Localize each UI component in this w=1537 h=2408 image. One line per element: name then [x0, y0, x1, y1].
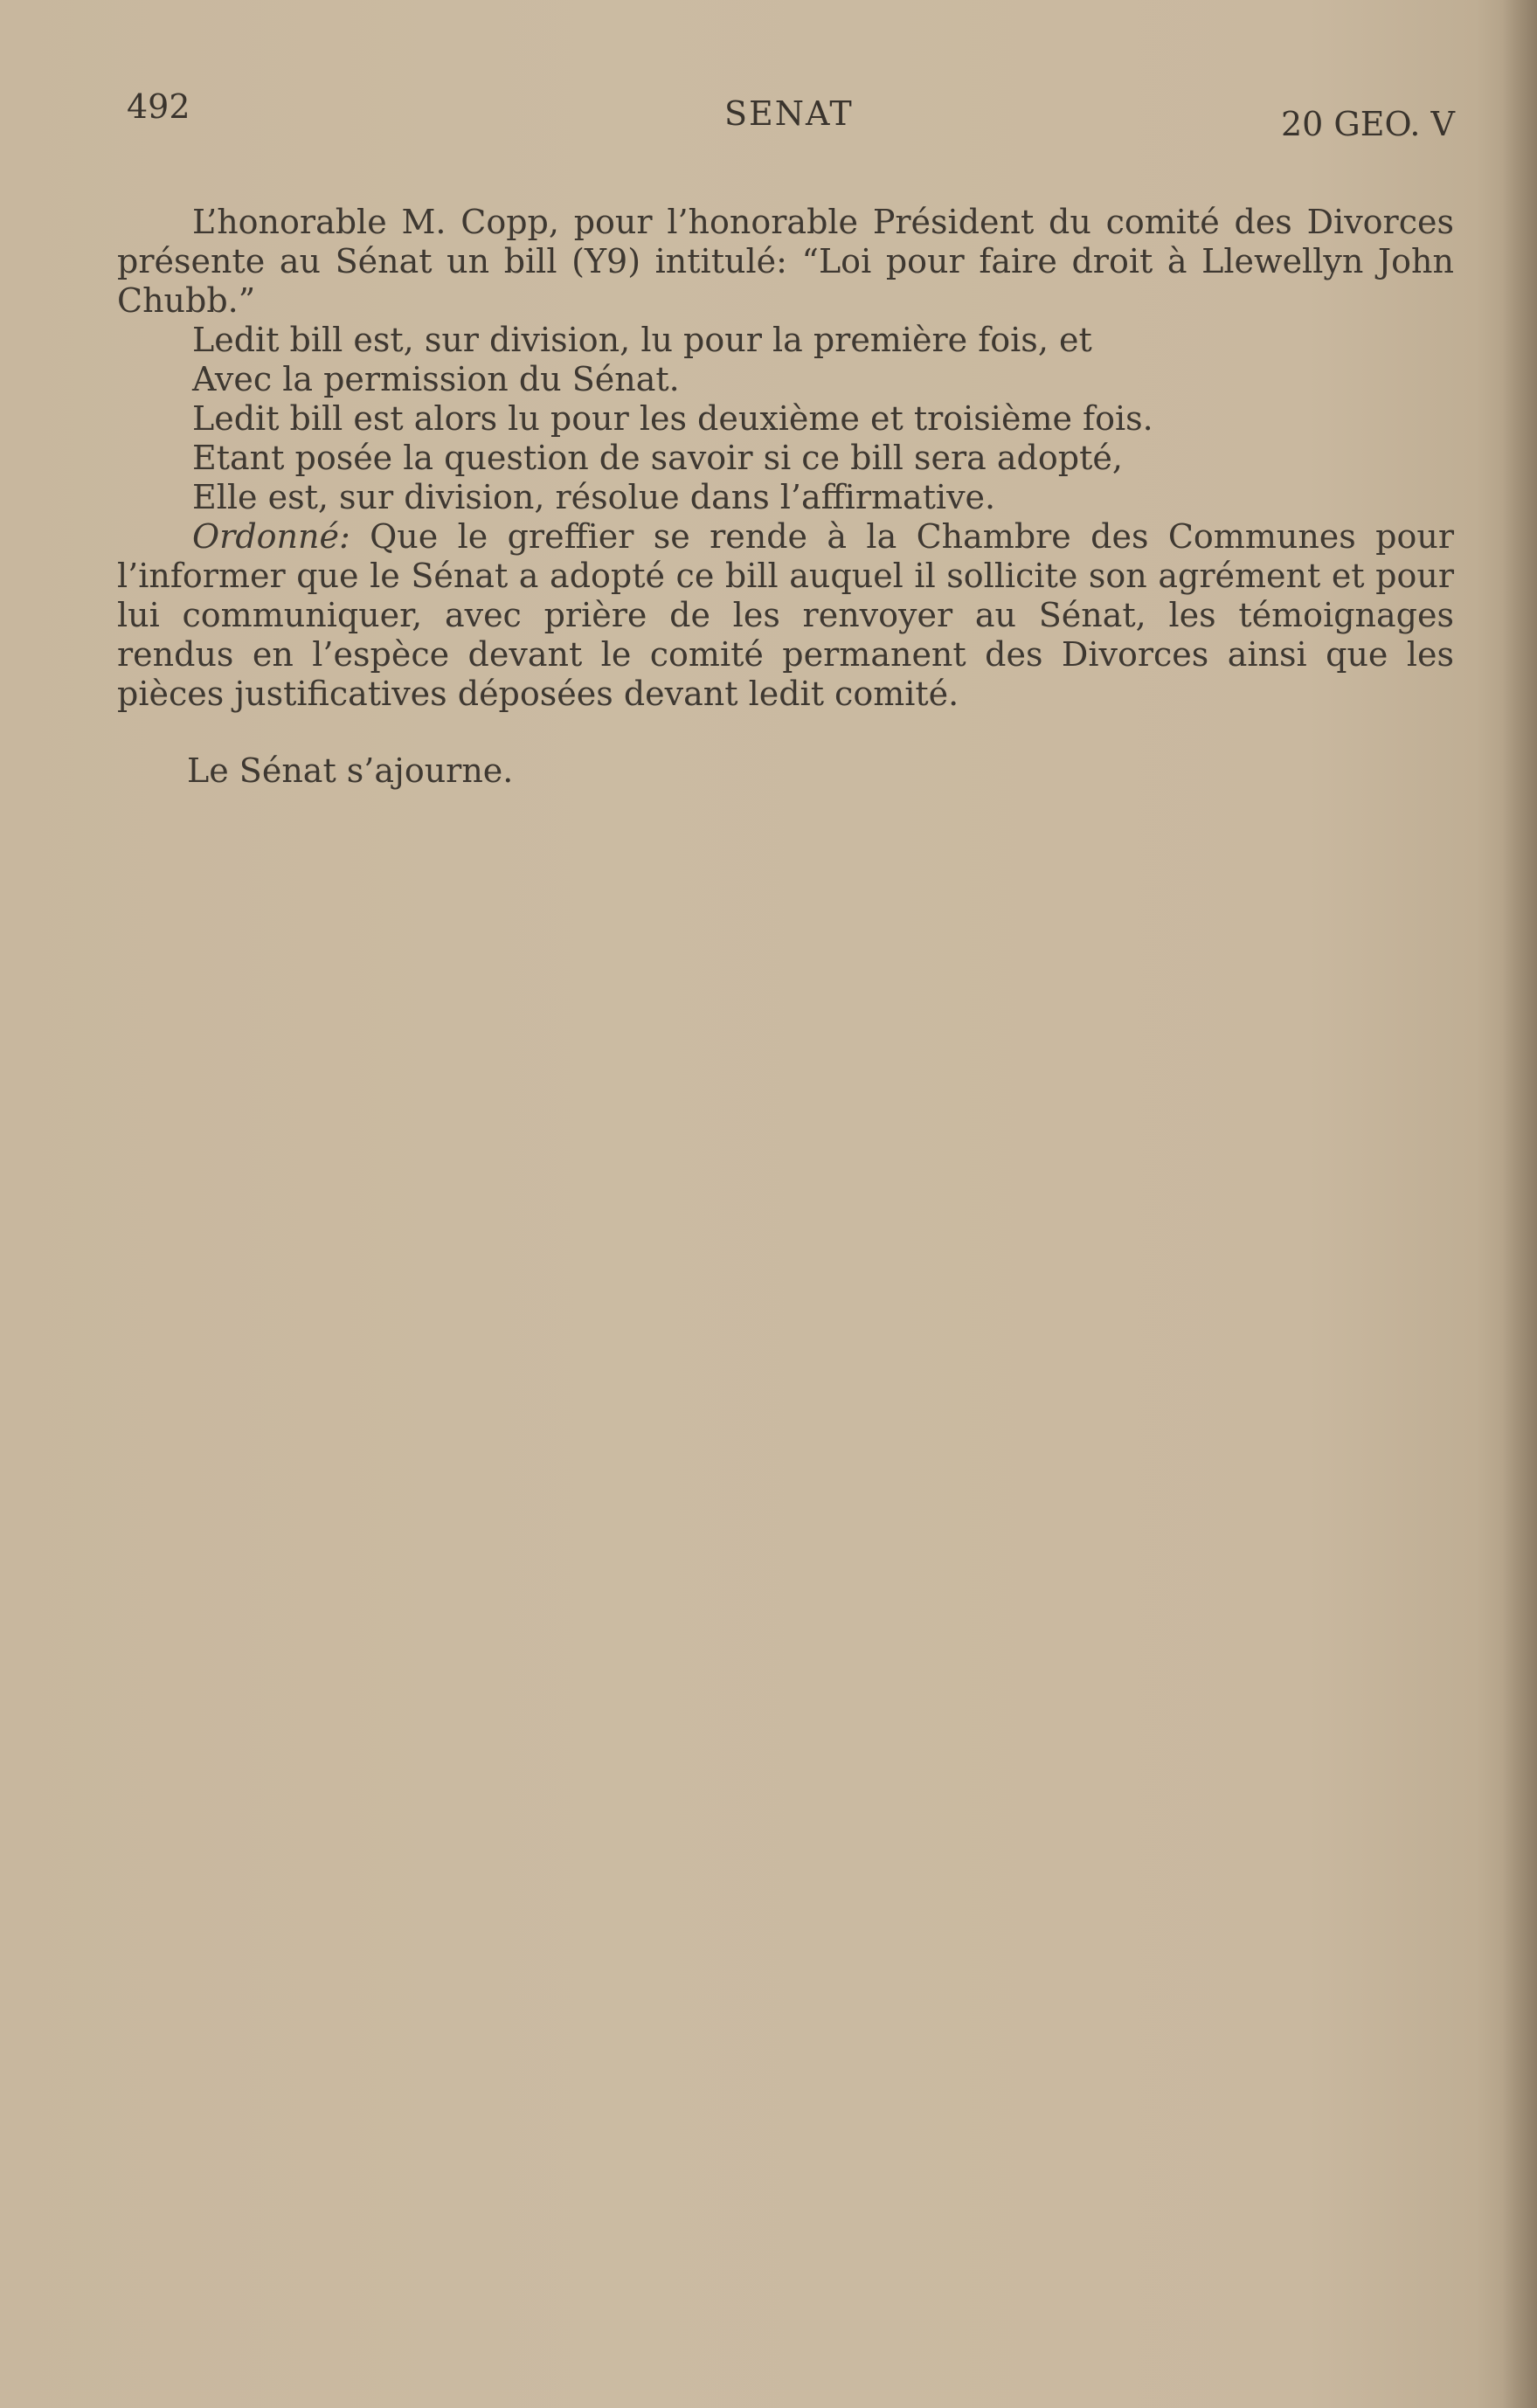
- running-title: SENAT: [724, 94, 854, 133]
- line-second-third-reading: Ledit bill est alors lu pour les deuxième et troisième fois.: [192, 399, 1153, 438]
- line-resolution: Elle est, sur division, résolue dans l’affirmative.: [192, 478, 996, 516]
- page-edge-shadow: [1502, 0, 1537, 2408]
- page-header: [127, 87, 1455, 143]
- paragraph-order: [117, 517, 1454, 714]
- line-first-reading: Ledit bill est, sur division, lu pour la première fois, et: [192, 321, 1092, 359]
- order-label: Ordonné:: [192, 517, 350, 556]
- regnal-year: 20 GEO. V: [1280, 105, 1455, 143]
- body-text: [117, 203, 1454, 714]
- line-question: Etant posée la question de savoir si ce bill sera adopté,: [192, 439, 1123, 477]
- order-text: Que le greffier se rende à la Chambre des Communes pour l’informer que le Sénat a adopté ce bill auquel il sollicite son agrément et pour lui communiquer, avec prière de les renvoyer au Sénat, les témoignages rendus en l’espèce devant le comité permanent des Divorces ainsi que les pièces justificatives déposées devant ledit comité.: [117, 517, 1454, 713]
- paragraph-bill-presented: L’honorable M. Copp, pour l’honorable Président du comité des Divorces présente au Sénat un bill (Y9) intitulé: “Loi pour faire droit à Llewellyn John Chubb.”: [117, 203, 1454, 320]
- page-number: 492: [127, 87, 190, 126]
- adjournment-line: Le Sénat s’ajourne.: [187, 751, 514, 790]
- line-permission: Avec la permission du Sénat.: [192, 360, 680, 398]
